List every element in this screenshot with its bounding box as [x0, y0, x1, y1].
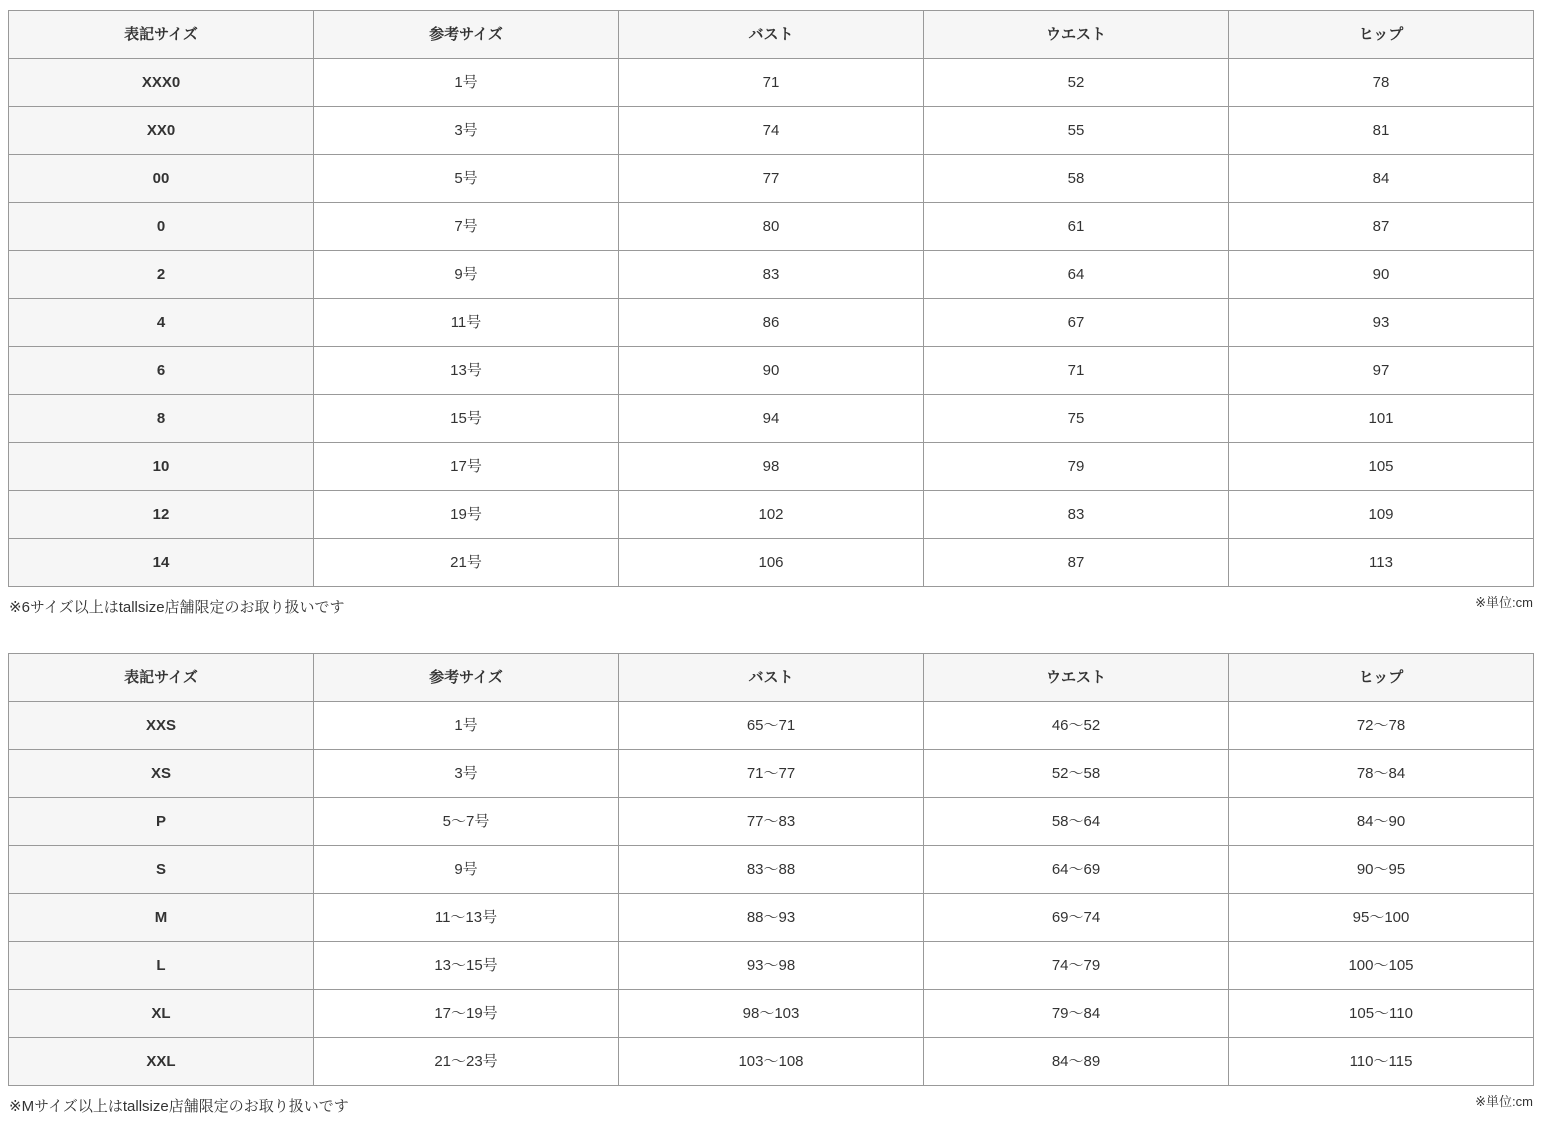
table-row	[9, 798, 1534, 846]
measurement-cell: 11〜13号	[314, 894, 619, 942]
measurement-cell: 102	[619, 491, 924, 539]
table-row	[9, 203, 1534, 251]
table-row	[9, 395, 1534, 443]
column-header: バスト	[619, 11, 924, 59]
measurement-cell: 101	[1229, 395, 1534, 443]
measurement-cell: 100〜105	[1229, 942, 1534, 990]
column-header: 表記サイズ	[9, 11, 314, 59]
measurement-cell: 15号	[314, 395, 619, 443]
row-size-label: M	[9, 894, 314, 942]
unit-note: ※単位:cm	[1475, 1094, 1533, 1109]
measurement-cell: 75	[924, 395, 1229, 443]
measurement-cell: 13号	[314, 347, 619, 395]
measurement-cell: 7号	[314, 203, 619, 251]
measurement-cell: 77〜83	[619, 798, 924, 846]
measurement-cell: 58〜64	[924, 798, 1229, 846]
row-size-label: 10	[9, 443, 314, 491]
row-size-label: 00	[9, 155, 314, 203]
row-size-label: XXL	[9, 1038, 314, 1086]
table-row	[9, 491, 1534, 539]
measurement-cell: 3号	[314, 107, 619, 155]
measurement-cell: 84	[1229, 155, 1534, 203]
measurement-cell: 9号	[314, 251, 619, 299]
measurement-cell: 3号	[314, 750, 619, 798]
measurement-cell: 81	[1229, 107, 1534, 155]
table-row	[9, 942, 1534, 990]
table-row	[9, 59, 1534, 107]
row-size-label: 2	[9, 251, 314, 299]
measurement-cell: 78〜84	[1229, 750, 1534, 798]
row-size-label: XL	[9, 990, 314, 1038]
table-row	[9, 443, 1534, 491]
row-size-label: 6	[9, 347, 314, 395]
numeric-size-notes	[8, 596, 1534, 617]
table-row	[9, 299, 1534, 347]
row-size-label: XX0	[9, 107, 314, 155]
measurement-cell: 106	[619, 539, 924, 587]
table-row	[9, 846, 1534, 894]
column-header: バスト	[619, 654, 924, 702]
measurement-cell: 64	[924, 251, 1229, 299]
table-row	[9, 1038, 1534, 1086]
measurement-cell: 65〜71	[619, 702, 924, 750]
measurement-cell: 83	[924, 491, 1229, 539]
measurement-cell: 105	[1229, 443, 1534, 491]
table-row	[9, 702, 1534, 750]
measurement-cell: 9号	[314, 846, 619, 894]
measurement-cell: 84〜90	[1229, 798, 1534, 846]
measurement-cell: 78	[1229, 59, 1534, 107]
measurement-cell: 21〜23号	[314, 1038, 619, 1086]
measurement-cell: 90〜95	[1229, 846, 1534, 894]
alpha-size-notes	[8, 1095, 1534, 1116]
measurement-cell: 110〜115	[1229, 1038, 1534, 1086]
measurement-cell: 86	[619, 299, 924, 347]
measurement-cell: 71	[924, 347, 1229, 395]
alpha-size-chart-section	[8, 653, 1534, 1116]
table-row	[9, 347, 1534, 395]
measurement-cell: 1号	[314, 59, 619, 107]
measurement-cell: 5〜7号	[314, 798, 619, 846]
row-size-label: 4	[9, 299, 314, 347]
measurement-cell: 93	[1229, 299, 1534, 347]
table-row	[9, 894, 1534, 942]
measurement-cell: 5号	[314, 155, 619, 203]
measurement-cell: 97	[1229, 347, 1534, 395]
row-size-label: S	[9, 846, 314, 894]
measurement-cell: 87	[1229, 203, 1534, 251]
measurement-cell: 83〜88	[619, 846, 924, 894]
header-row	[9, 654, 1534, 702]
measurement-cell: 64〜69	[924, 846, 1229, 894]
table-row	[9, 251, 1534, 299]
row-size-label: XXX0	[9, 59, 314, 107]
column-header: 参考サイズ	[314, 654, 619, 702]
measurement-cell: 90	[1229, 251, 1534, 299]
numeric-size-chart-section	[8, 10, 1534, 617]
table-row	[9, 539, 1534, 587]
measurement-cell: 17〜19号	[314, 990, 619, 1038]
table-row	[9, 155, 1534, 203]
measurement-cell: 95〜100	[1229, 894, 1534, 942]
measurement-cell: 79〜84	[924, 990, 1229, 1038]
measurement-cell: 71〜77	[619, 750, 924, 798]
column-header: ヒップ	[1229, 11, 1534, 59]
alpha-size-table	[8, 653, 1534, 1086]
measurement-cell: 52〜58	[924, 750, 1229, 798]
row-size-label: 0	[9, 203, 314, 251]
measurement-cell: 19号	[314, 491, 619, 539]
measurement-cell: 94	[619, 395, 924, 443]
row-size-label: 8	[9, 395, 314, 443]
measurement-cell: 69〜74	[924, 894, 1229, 942]
table-row	[9, 750, 1534, 798]
table-row	[9, 990, 1534, 1038]
header-row	[9, 11, 1534, 59]
measurement-cell: 52	[924, 59, 1229, 107]
numeric-size-table	[8, 10, 1534, 587]
measurement-cell: 109	[1229, 491, 1534, 539]
measurement-cell: 79	[924, 443, 1229, 491]
measurement-cell: 71	[619, 59, 924, 107]
column-header: ウエスト	[924, 11, 1229, 59]
measurement-cell: 67	[924, 299, 1229, 347]
measurement-cell: 98〜103	[619, 990, 924, 1038]
measurement-cell: 90	[619, 347, 924, 395]
row-size-label: P	[9, 798, 314, 846]
measurement-cell: 83	[619, 251, 924, 299]
row-size-label: 14	[9, 539, 314, 587]
row-size-label: XXS	[9, 702, 314, 750]
measurement-cell: 105〜110	[1229, 990, 1534, 1038]
measurement-cell: 77	[619, 155, 924, 203]
numeric-size-footnote: ※6サイズ以上はtallsize店舗限定のお取り扱いです	[9, 599, 345, 616]
row-size-label: L	[9, 942, 314, 990]
measurement-cell: 58	[924, 155, 1229, 203]
measurement-cell: 46〜52	[924, 702, 1229, 750]
measurement-cell: 84〜89	[924, 1038, 1229, 1086]
column-header: 参考サイズ	[314, 11, 619, 59]
measurement-cell: 113	[1229, 539, 1534, 587]
measurement-cell: 103〜108	[619, 1038, 924, 1086]
measurement-cell: 21号	[314, 539, 619, 587]
measurement-cell: 87	[924, 539, 1229, 587]
measurement-cell: 80	[619, 203, 924, 251]
measurement-cell: 1号	[314, 702, 619, 750]
measurement-cell: 88〜93	[619, 894, 924, 942]
measurement-cell: 98	[619, 443, 924, 491]
alpha-size-footnote: ※Mサイズ以上はtallsize店舗限定のお取り扱いです	[9, 1098, 349, 1115]
column-header: ウエスト	[924, 654, 1229, 702]
table-row	[9, 107, 1534, 155]
measurement-cell: 74	[619, 107, 924, 155]
measurement-cell: 61	[924, 203, 1229, 251]
unit-note: ※単位:cm	[1475, 595, 1533, 610]
row-size-label: XS	[9, 750, 314, 798]
measurement-cell: 74〜79	[924, 942, 1229, 990]
measurement-cell: 11号	[314, 299, 619, 347]
column-header: ヒップ	[1229, 654, 1534, 702]
measurement-cell: 72〜78	[1229, 702, 1534, 750]
column-header: 表記サイズ	[9, 654, 314, 702]
measurement-cell: 55	[924, 107, 1229, 155]
measurement-cell: 17号	[314, 443, 619, 491]
row-size-label: 12	[9, 491, 314, 539]
measurement-cell: 93〜98	[619, 942, 924, 990]
measurement-cell: 13〜15号	[314, 942, 619, 990]
